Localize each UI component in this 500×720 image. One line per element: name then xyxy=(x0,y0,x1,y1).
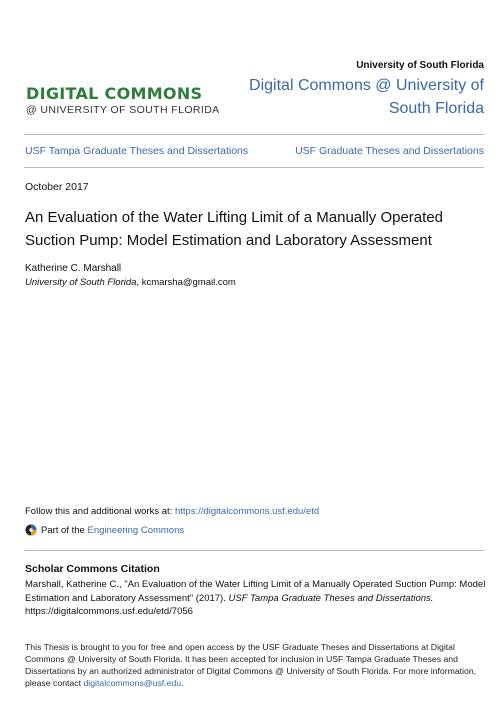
collection-link-tampa[interactable]: USF Tampa Graduate Theses and Dissertations xyxy=(25,145,249,157)
notice-end: . xyxy=(181,678,184,688)
citation-text xyxy=(25,578,487,619)
header-institution xyxy=(224,60,484,120)
citation-body: Marshall, Katherine C., "An Evaluation of the Water Lifting Limit of a Manually Operated Suction Pump: Model Estimation and Laboratory Assessment" (2017). xyxy=(25,579,486,604)
affiliation-name: University of South Florida xyxy=(25,277,137,288)
logo-sub-text: @ UNIVERSITY OF SOUTH FLORIDA xyxy=(26,104,220,116)
follow-url-link[interactable]: https://digitalcommons.usf.edu/etd xyxy=(174,506,320,517)
divider-top xyxy=(24,134,484,135)
author-email: , kcmarsha@gmail.com xyxy=(136,277,236,288)
citation-url: https://digitalcommons.usf.edu/etd/7056 xyxy=(25,606,193,617)
follow-label: Follow this and additional works at: xyxy=(25,506,175,517)
logo-main-text: DIGITAL COMMONS xyxy=(26,84,203,103)
divider-collections xyxy=(24,167,484,168)
repository-link[interactable]: Digital Commons @ University of South Florida xyxy=(249,77,484,117)
divider-citation xyxy=(24,550,484,551)
digital-commons-logo[interactable] xyxy=(26,84,220,116)
contact-email-link[interactable]: digitalcommons@usf.edu xyxy=(83,678,182,688)
paper-title: An Evaluation of the Water Lifting Limit of a Manually Operated Suction Pump: Model Estimation and Laboratory Assessment xyxy=(25,209,444,249)
access-notice xyxy=(25,641,485,689)
author-affiliation xyxy=(25,277,236,288)
collection-link-graduate[interactable]: USF Graduate Theses and Dissertations xyxy=(295,145,484,157)
part-of-label: Part of the xyxy=(41,524,85,536)
publication-date: October 2017 xyxy=(25,181,89,193)
engineering-commons-link[interactable]: Engineering Commons xyxy=(87,524,185,536)
follow-line xyxy=(25,506,319,517)
commons-network-icon xyxy=(25,524,37,536)
institution-name: University of South Florida xyxy=(356,60,484,71)
part-of-line xyxy=(25,524,184,536)
notice-text: This Thesis is brought to you for free and open access by the USF Graduate Theses and Dissertations at Digital Commons @ University of South Florida. It has been accepted for inclusion in USF Tampa Graduate Theses and Dissertations by an authorized administrator of Digital Commons @ University of South Florida. For more information, please contact xyxy=(25,642,477,688)
citation-heading: Scholar Commons Citation xyxy=(25,563,160,575)
author-name: Katherine C. Marshall xyxy=(25,263,122,274)
citation-series: USF Tampa Graduate Theses and Dissertations. xyxy=(228,592,434,604)
